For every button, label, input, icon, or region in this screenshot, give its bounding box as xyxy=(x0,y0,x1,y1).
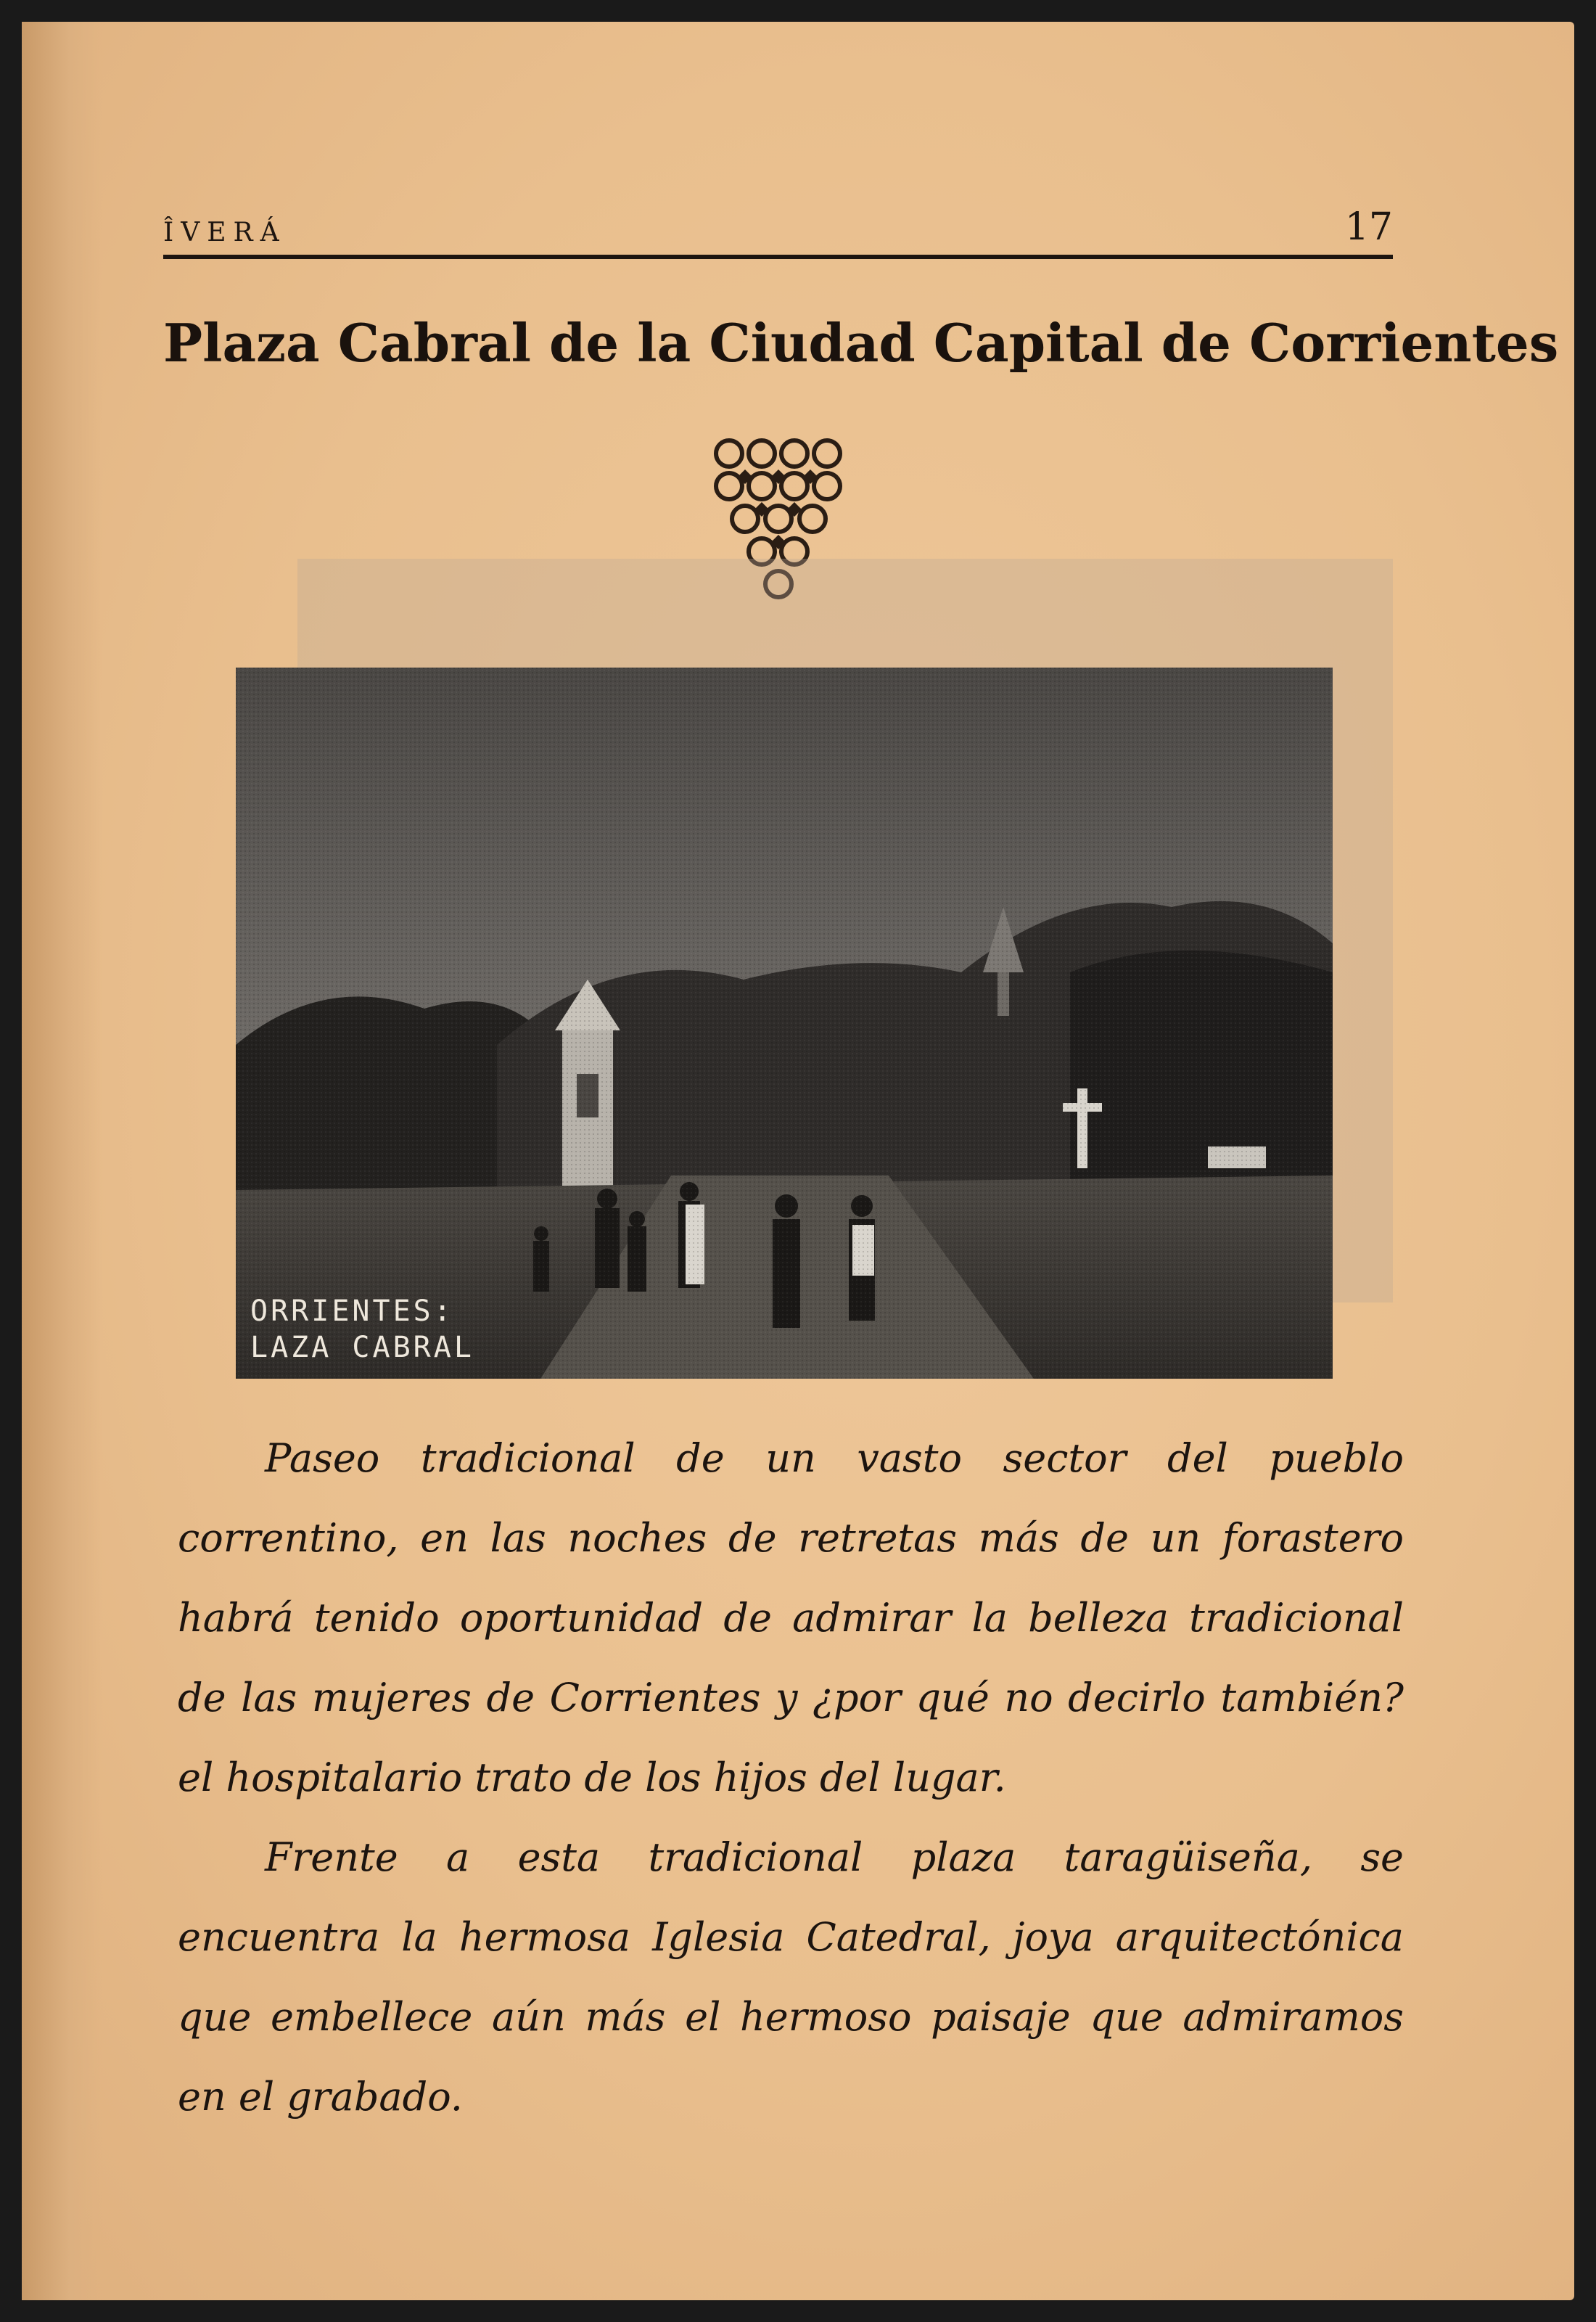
paragraph-2: Frente a esta tradicional plaza taragüiseña, se encuentra la hermosa Iglesia Catedral, joya arquitectónica que embellece aún más el hermoso paisaje que admiramos en el grabado. xyxy=(178,1834,1404,2120)
page-gutter xyxy=(22,22,102,2300)
photo-caption xyxy=(250,1293,474,1366)
plaza-photograph xyxy=(236,668,1333,1379)
article-title: Plaza Cabral de la Ciudad Capital de Corrientes xyxy=(163,312,1559,374)
page-header xyxy=(163,185,1393,259)
plaza-photo-illustration xyxy=(236,668,1333,1379)
article-body xyxy=(178,1419,1404,2137)
paragraph-1: Paseo tradicional de un vasto sector del pueblo correntino, en las noches de retretas más de un forastero habrá tenido oportunidad de admirar la belleza tradicional de las mujeres de Corrientes y ¿por qué no decirlo también? el hospitalario trato de los hijos del lugar. xyxy=(178,1435,1404,1800)
book-page xyxy=(22,22,1574,2300)
photo-caption-line-1: ORRIENTES: xyxy=(250,1295,454,1328)
photo-caption-line-2: LAZA CABRAL xyxy=(250,1331,474,1364)
page-number: 17 xyxy=(1344,205,1393,249)
running-head: ÎVERÁ xyxy=(163,218,287,247)
